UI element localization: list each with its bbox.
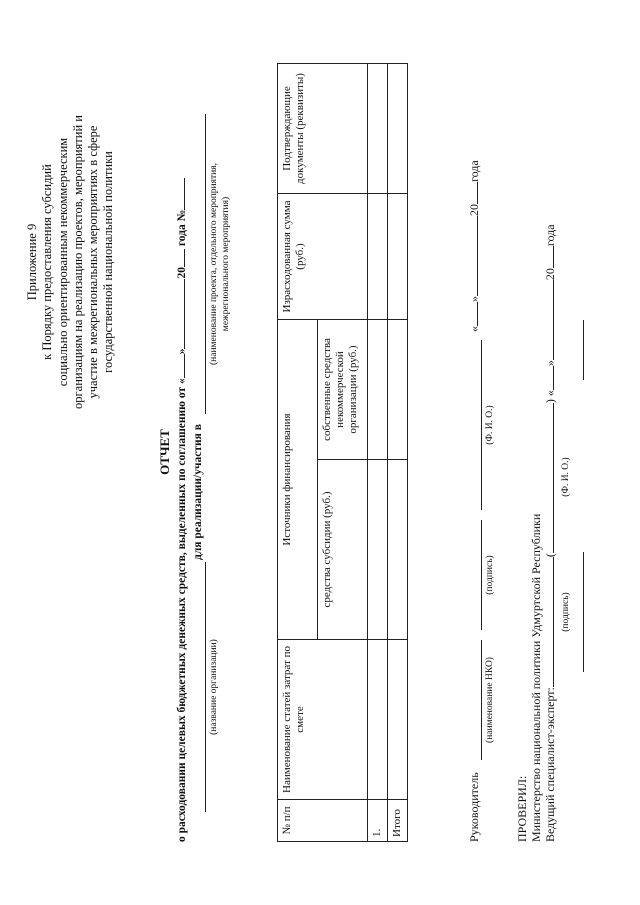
header-name: Наименование статей затрат по смете bbox=[278, 640, 368, 800]
caption-head-sign: (подпись) bbox=[485, 555, 495, 595]
head-label: Руководитель bbox=[467, 772, 481, 842]
head-fio-line bbox=[481, 340, 482, 510]
caption-project: (наименование проекта, отдельного мероприятия, межрегионального мероприятия) bbox=[209, 163, 231, 365]
header-num: № п/п bbox=[278, 800, 368, 842]
org-name-line bbox=[205, 562, 206, 812]
header-own: собственные средства некоммерческой организации (руб.) bbox=[318, 319, 368, 459]
nko-name-line bbox=[481, 640, 482, 760]
header-spent: Израсходованная сумма (руб.) bbox=[278, 193, 368, 319]
row-num: 1. bbox=[368, 800, 388, 842]
report-table bbox=[277, 63, 408, 842]
caption-expert-sign: (подпись) bbox=[561, 592, 571, 632]
total-row bbox=[388, 63, 408, 841]
header-docs: Подтверждающие документы (реквизиты) bbox=[278, 63, 368, 193]
report-subtitle-line1: о расходовании целевых бюджетных денежных средств, выделенных по соглашению от «»20 года № bbox=[175, 62, 189, 842]
head-sign-line bbox=[481, 520, 482, 630]
bottom-rule-1 bbox=[583, 552, 584, 672]
caption-org: (название организации) bbox=[209, 639, 219, 735]
ministry-name: Министерство национальной политики Удмуртской Республики bbox=[529, 513, 543, 842]
caption-expert-fio: (Ф. И. О.) bbox=[561, 457, 571, 497]
head-date: «»20года bbox=[467, 160, 481, 332]
total-label: Итого bbox=[388, 800, 408, 842]
header-sources: Источники финансирования bbox=[278, 319, 318, 639]
checked-label: ПРОВЕРИЛ: bbox=[515, 775, 529, 842]
report-subtitle-line2: для реализации/участия в bbox=[192, 424, 204, 560]
table-row bbox=[368, 63, 388, 841]
rotated-document-sheet bbox=[25, 62, 615, 842]
report-title: ОТЧЕТ bbox=[157, 429, 172, 475]
project-name-line bbox=[205, 114, 206, 414]
caption-head-fio: (Ф. И. О.) bbox=[485, 405, 495, 445]
header-subsidy: средства субсидии (руб.) bbox=[318, 460, 368, 640]
caption-nko: (наименование НКО) bbox=[485, 657, 495, 743]
appendix-header: Приложение 9 к Порядку предоставления субсидий социально ориентированным некоммерческим организациям на реализацию проектов, мероприятий и участие в межрегиональных мероприятиях в сфере государственной национальной политики bbox=[25, 62, 117, 462]
bottom-rule-2 bbox=[583, 320, 584, 380]
expert-row: Ведущий специалист-эксперт:() «»20года bbox=[543, 224, 557, 842]
appendix-title: Приложение 9 bbox=[25, 223, 39, 301]
